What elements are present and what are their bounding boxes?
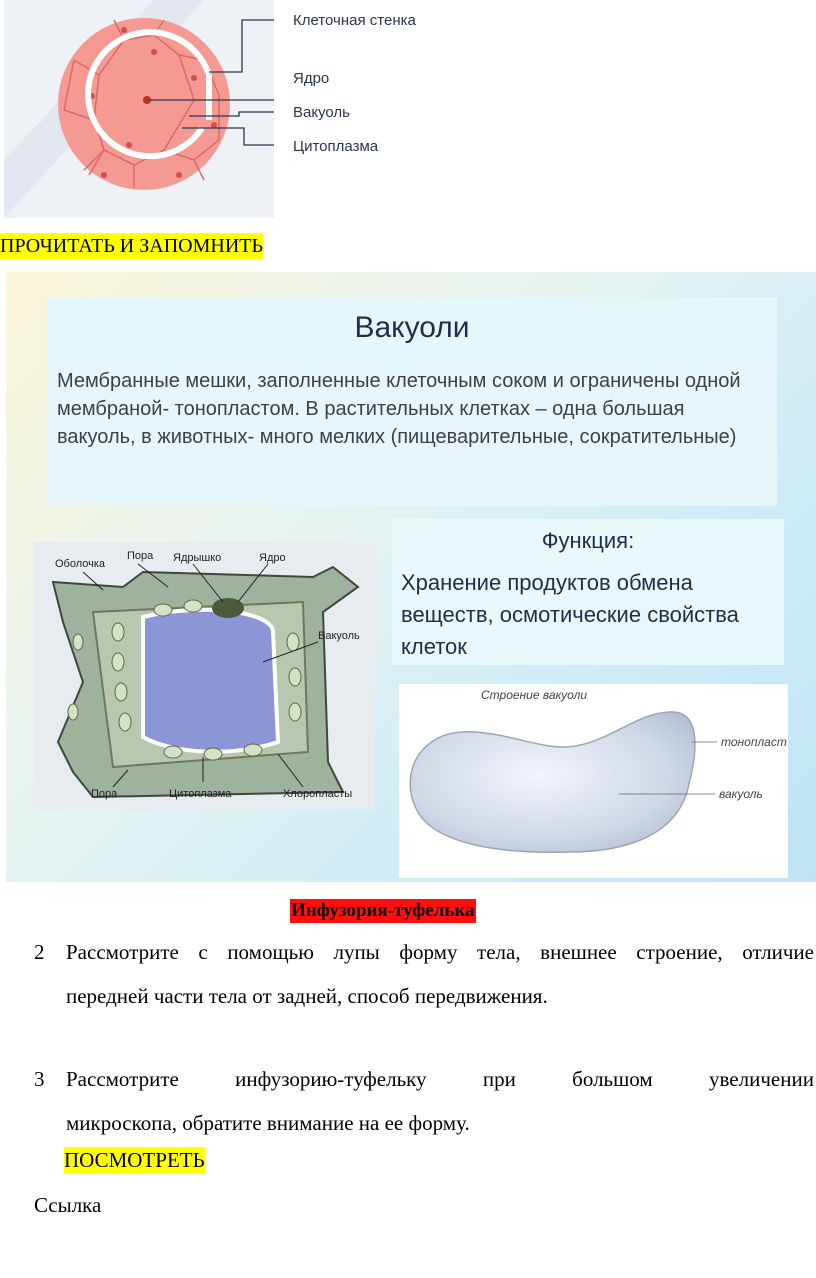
section-heading: Инфузория-туфелька — [291, 900, 475, 921]
label-hloroplasty: Хлоропласты — [283, 788, 353, 800]
label-pora-bottom: Пора — [91, 788, 118, 800]
word: увеличении — [709, 1067, 814, 1091]
word: инфузорию-туфельку — [235, 1067, 427, 1091]
word: строение, — [636, 940, 723, 964]
item-line: микроскопа, обратите внимание на ее форму. — [66, 1111, 470, 1135]
list-item — [66, 930, 814, 1018]
word: внешнее — [540, 940, 617, 964]
watch-link[interactable]: ПОСМОТРЕТЬ — [64, 1148, 205, 1172]
label-yadro: Ядро — [259, 552, 286, 564]
cell-wall-label: Клеточная стенка — [293, 12, 416, 29]
function-box — [392, 519, 784, 665]
word: форму — [399, 940, 458, 964]
cytoplasm-label: Цитоплазма — [293, 138, 379, 155]
link-label[interactable]: Ссылка — [34, 1193, 102, 1217]
item-line: передней части тела от задней, способ передвижения. — [66, 984, 548, 1008]
read-remember-link[interactable]: ПРОЧИТАТЬ И ЗАПОМНИТЬ — [0, 235, 263, 257]
word: отличие — [742, 940, 814, 964]
vacuole-label: Вакуоль — [293, 104, 350, 121]
word: тела, — [477, 940, 521, 964]
definition-box — [47, 359, 777, 506]
word: с — [198, 940, 208, 964]
list-item — [66, 1057, 814, 1145]
nucleus-label: Ядро — [293, 70, 330, 87]
slide-title-box — [47, 297, 777, 359]
vacuole-definition: Мембранные мешки, заполненные клеточным соком и ограничены одной мембраной- тонопластом. В растительных клетках – одна большая вакуоль, в животных- много мелких (пищеварительные, сократительные) — [57, 370, 741, 448]
item-line-justified — [66, 930, 814, 974]
label-tonoplast: тонопласт — [721, 735, 787, 749]
cell-diagram — [4, 0, 274, 218]
item-line-justified — [66, 1057, 814, 1101]
vacuole-slide — [6, 272, 816, 882]
word: при — [482, 1067, 516, 1091]
slide-title: Вакуоли — [354, 311, 470, 344]
function-title: Функция: — [541, 528, 635, 553]
plant-cell-figure — [33, 542, 375, 810]
word: лупы — [333, 940, 380, 964]
vacuole-structure-caption: Строение вакуоли — [481, 688, 588, 702]
word: Рассмотрите — [66, 940, 179, 964]
item-number: 2 — [34, 940, 45, 964]
label-vakuol-structure: вакуоль — [719, 787, 763, 801]
label-obolochka: Оболочка — [55, 558, 106, 570]
word: большом — [572, 1067, 653, 1091]
label-vakuol: Вакуоль — [318, 630, 360, 642]
vacuole-structure-figure — [399, 684, 788, 878]
label-yadryshko: Ядрышко — [173, 552, 222, 564]
cell-diagram-graphic — [4, 0, 274, 218]
item-number: 3 — [34, 1067, 45, 1091]
label-tsitoplazma: Цитоплазма — [169, 788, 232, 800]
word: Рассмотрите — [66, 1067, 179, 1091]
plant-cell-graphic — [33, 542, 375, 810]
vacuole-shape-graphic — [399, 684, 788, 878]
word: помощью — [227, 940, 314, 964]
function-text: Хранение продуктов обмена веществ, осмотические свойства клеток — [401, 570, 739, 659]
label-pora-top: Пора — [127, 550, 154, 562]
